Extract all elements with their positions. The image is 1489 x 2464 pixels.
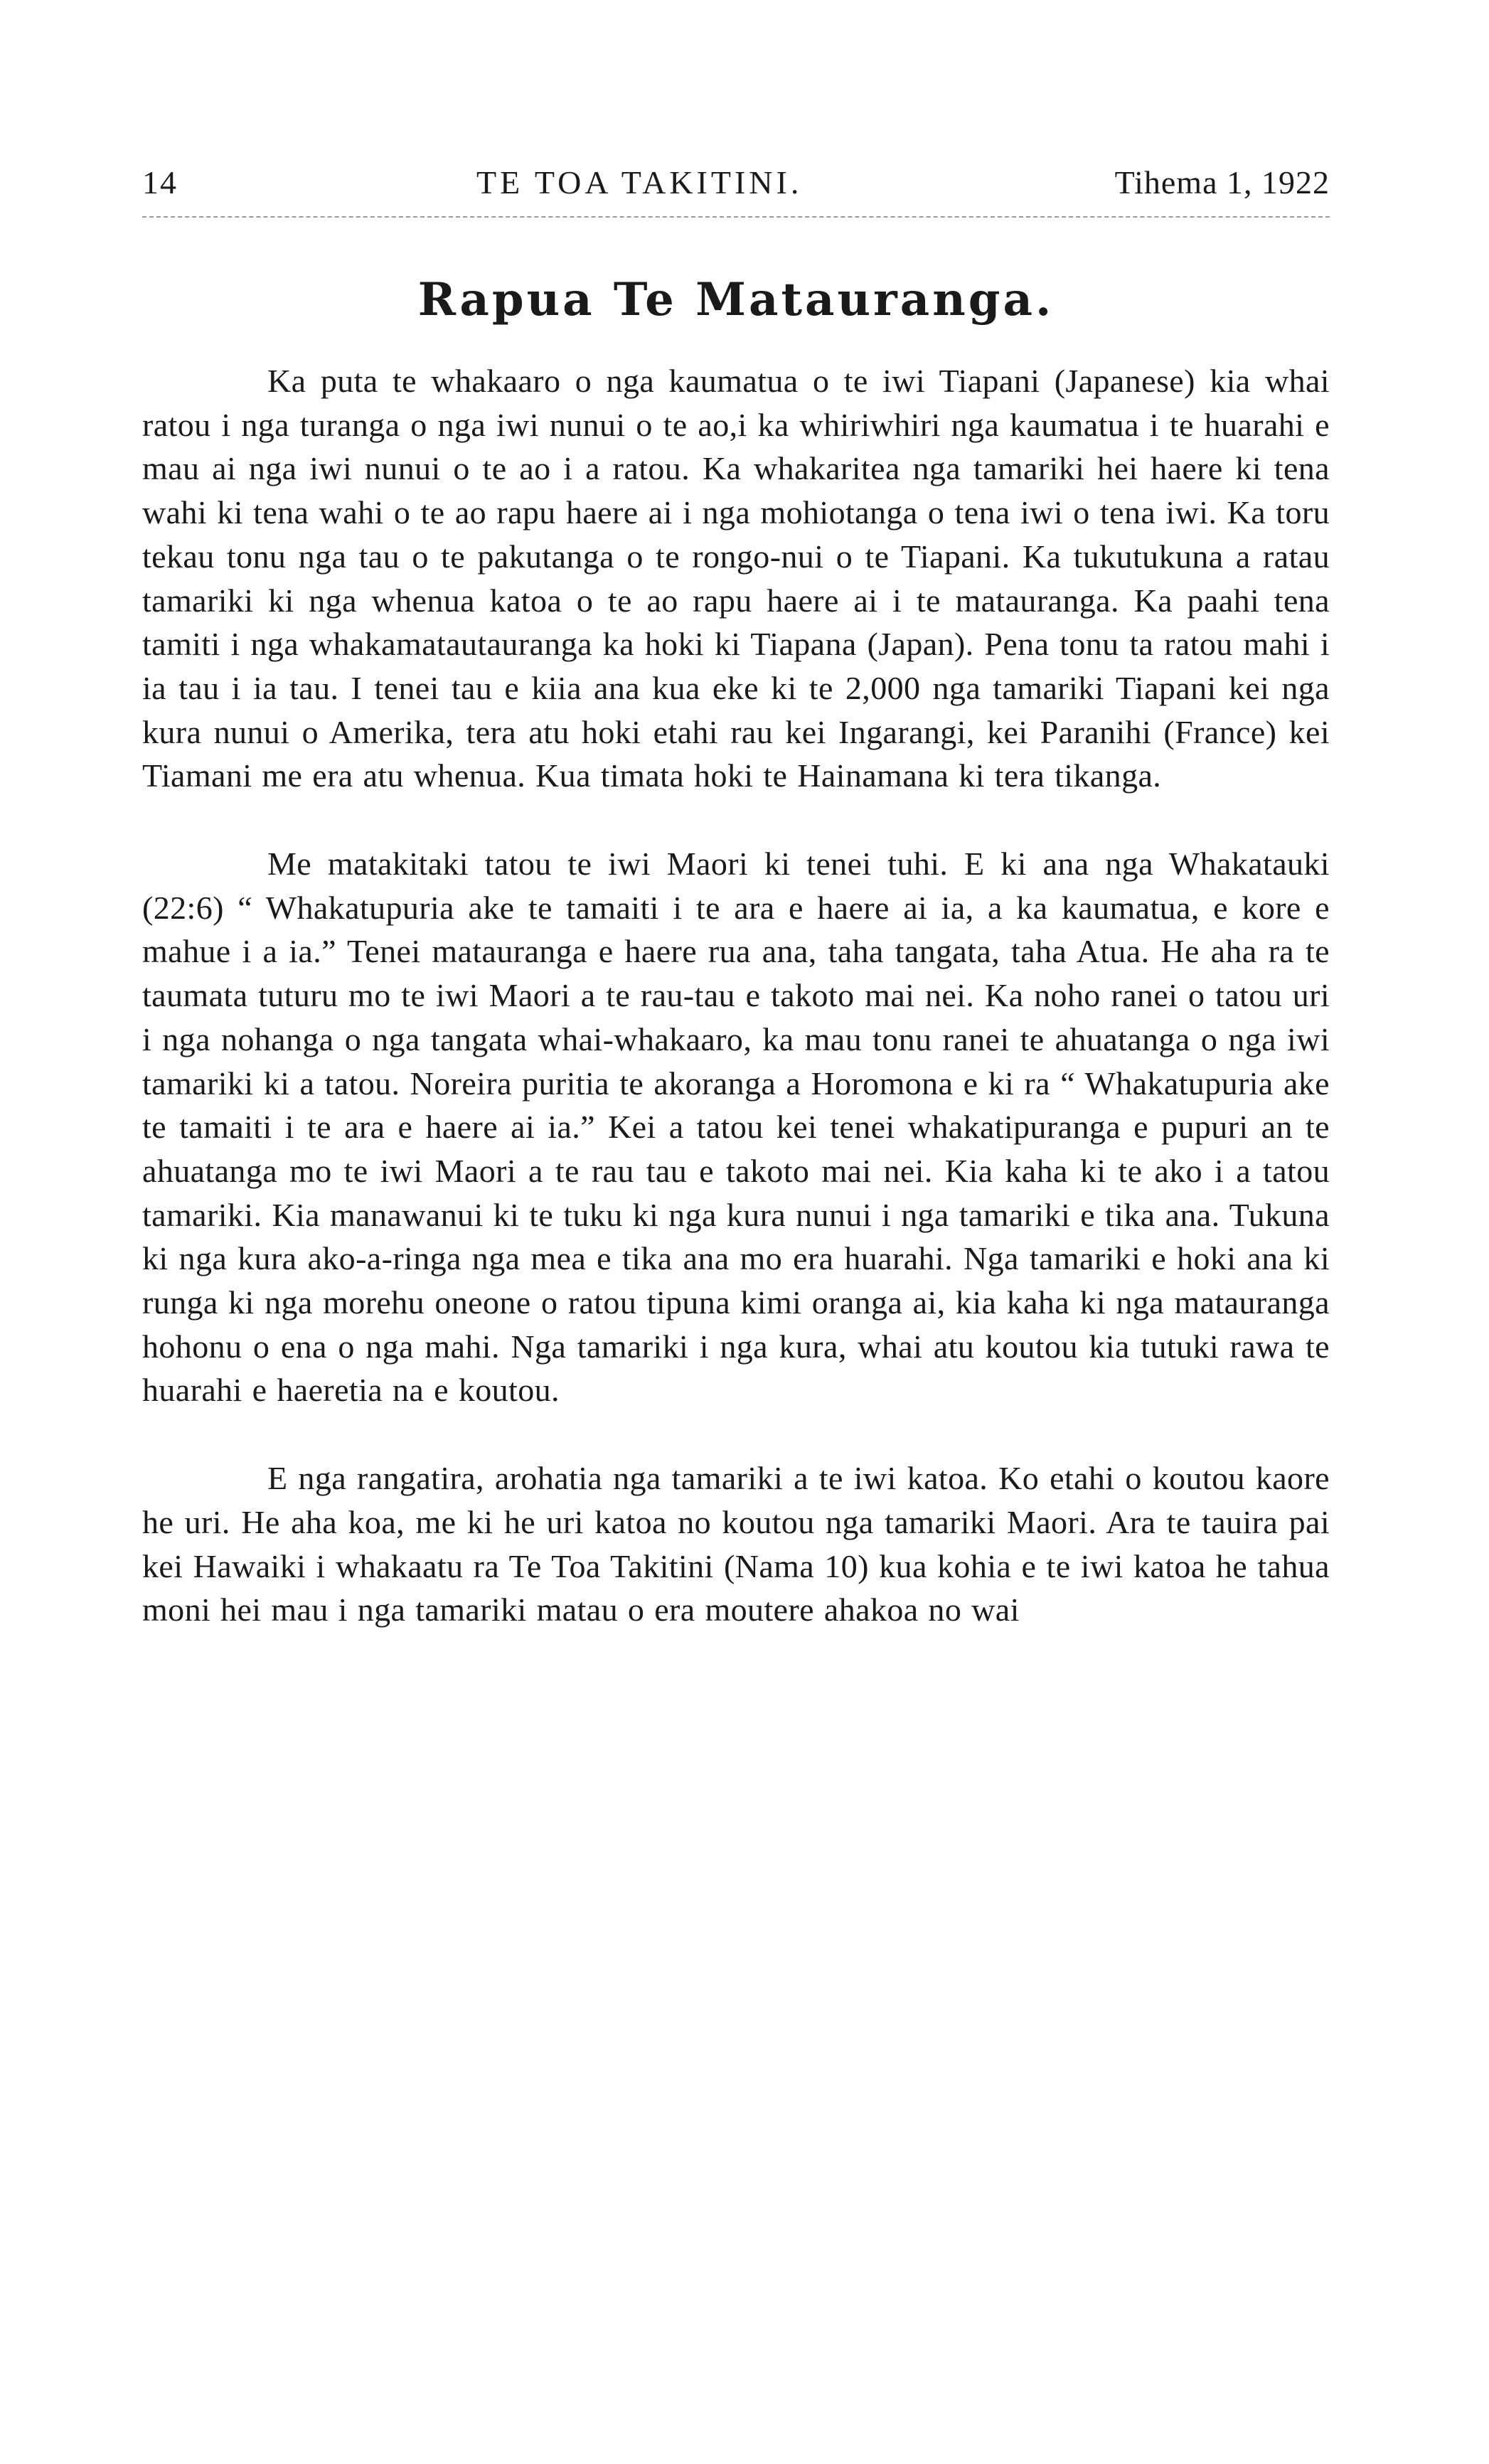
paragraph-2: Me matakitaki tatou te iwi Maori ki tenei tuhi. E ki ana nga Whakatauki (22:6) “ Whakatupuria ake te tamaiti i te ara e haere ai ia, a ka kaumatua, e kore e mahue i a ia.” Tenei matauranga e haere rua ana, taha tangata, taha Atua. He aha ra te taumata tuturu mo te iwi Maori a te rau-tau e takoto mai nei. Ka noho ranei o tatou uri i nga nohanga o nga tangata whai-whakaaro, ka mau tonu ranei te ahuatanga o nga iwi tamariki ki a tatou. Noreira puritia te akoranga a Horomona e ki ra “ Whakatupuria ake te tamaiti i te ara e haere ai ia.” Kei a tatou kei tenei whakatipuranga e pupuri an te ahuatanga mo te iwi Maori a te rau tau e takoto mai nei. Kia kaha ki te ako i a tatou tamariki. Kia manawanui ki te tuku ki nga kura nunui i nga tamariki e tika ana. Tukuna ki nga kura ako-a-ringa nga mea e tika ana mo era huarahi. Nga tamariki e hoki ana ki runga ki nga morehu oneone o ratou tipuna kimi oranga ai, kia kaha ki nga matauranga hohonu o ena o nga mahi. Nga tamariki i nga kura, whai atu koutou kia tutuki rawa te huarahi e haeretia na e koutou. <box>142 846 1330 1409</box>
running-header <box>142 156 1330 206</box>
header-rule <box>142 216 1330 218</box>
issue-date: Tihema 1, 1922 <box>1114 164 1330 201</box>
publication-title: TE TOA TAKITINI. <box>476 164 803 201</box>
page <box>142 156 1330 1632</box>
article-title: Rapua Te Matauranga. <box>417 273 1055 326</box>
page-number: 14 <box>142 164 178 201</box>
paragraph-3: E nga rangatira, arohatia nga tamariki a te iwi katoa. Ko etahi o koutou kaore he uri. He aha koa, me ki he uri katoa no koutou nga tamariki Maori. Ara te tauira pai kei Hawaiki i whakaatu ra Te Toa Takitini (Nama 10) kua kohia e te iwi katoa he tahua moni hei mau i nga tamariki matau o era moutere ahakoa no wai <box>142 1460 1330 1628</box>
paragraph-1: Ka puta te whakaaro o nga kaumatua o te iwi Tiapani (Japanese) kia whai ratou i nga turanga o nga iwi nunui o te ao,i ka whiriwhiri nga kaumatua i te huarahi e mau ai nga iwi nunui o te ao i a ratou. Ka whakaritea nga tamariki hei haere ki tena wahi ki tena wahi o te ao rapu haere ai i nga mohiotanga o tena iwi o tena iwi. Ka toru tekau tonu nga tau o te pakutanga o te rongo-nui o te Tiapani. Ka tukutukuna a ratau tamariki ki nga whenua katoa o te ao rapu haere ai i te matauranga. Ka paahi tena tamiti i nga whakamatautauranga ka hoki ki Tiapana (Japan). Pena tonu ta ratou mahi i ia tau i ia tau. I tenei tau e kiia ana kua eke ki te 2,000 nga tamariki Tiapani kei nga kura nunui o Amerika, tera atu hoki etahi rau kei Ingarangi, kei Paranihi (France) kei Tiamani me era atu whenua. Kua timata hoki te Hainamana ki tera tikanga. <box>142 363 1330 794</box>
